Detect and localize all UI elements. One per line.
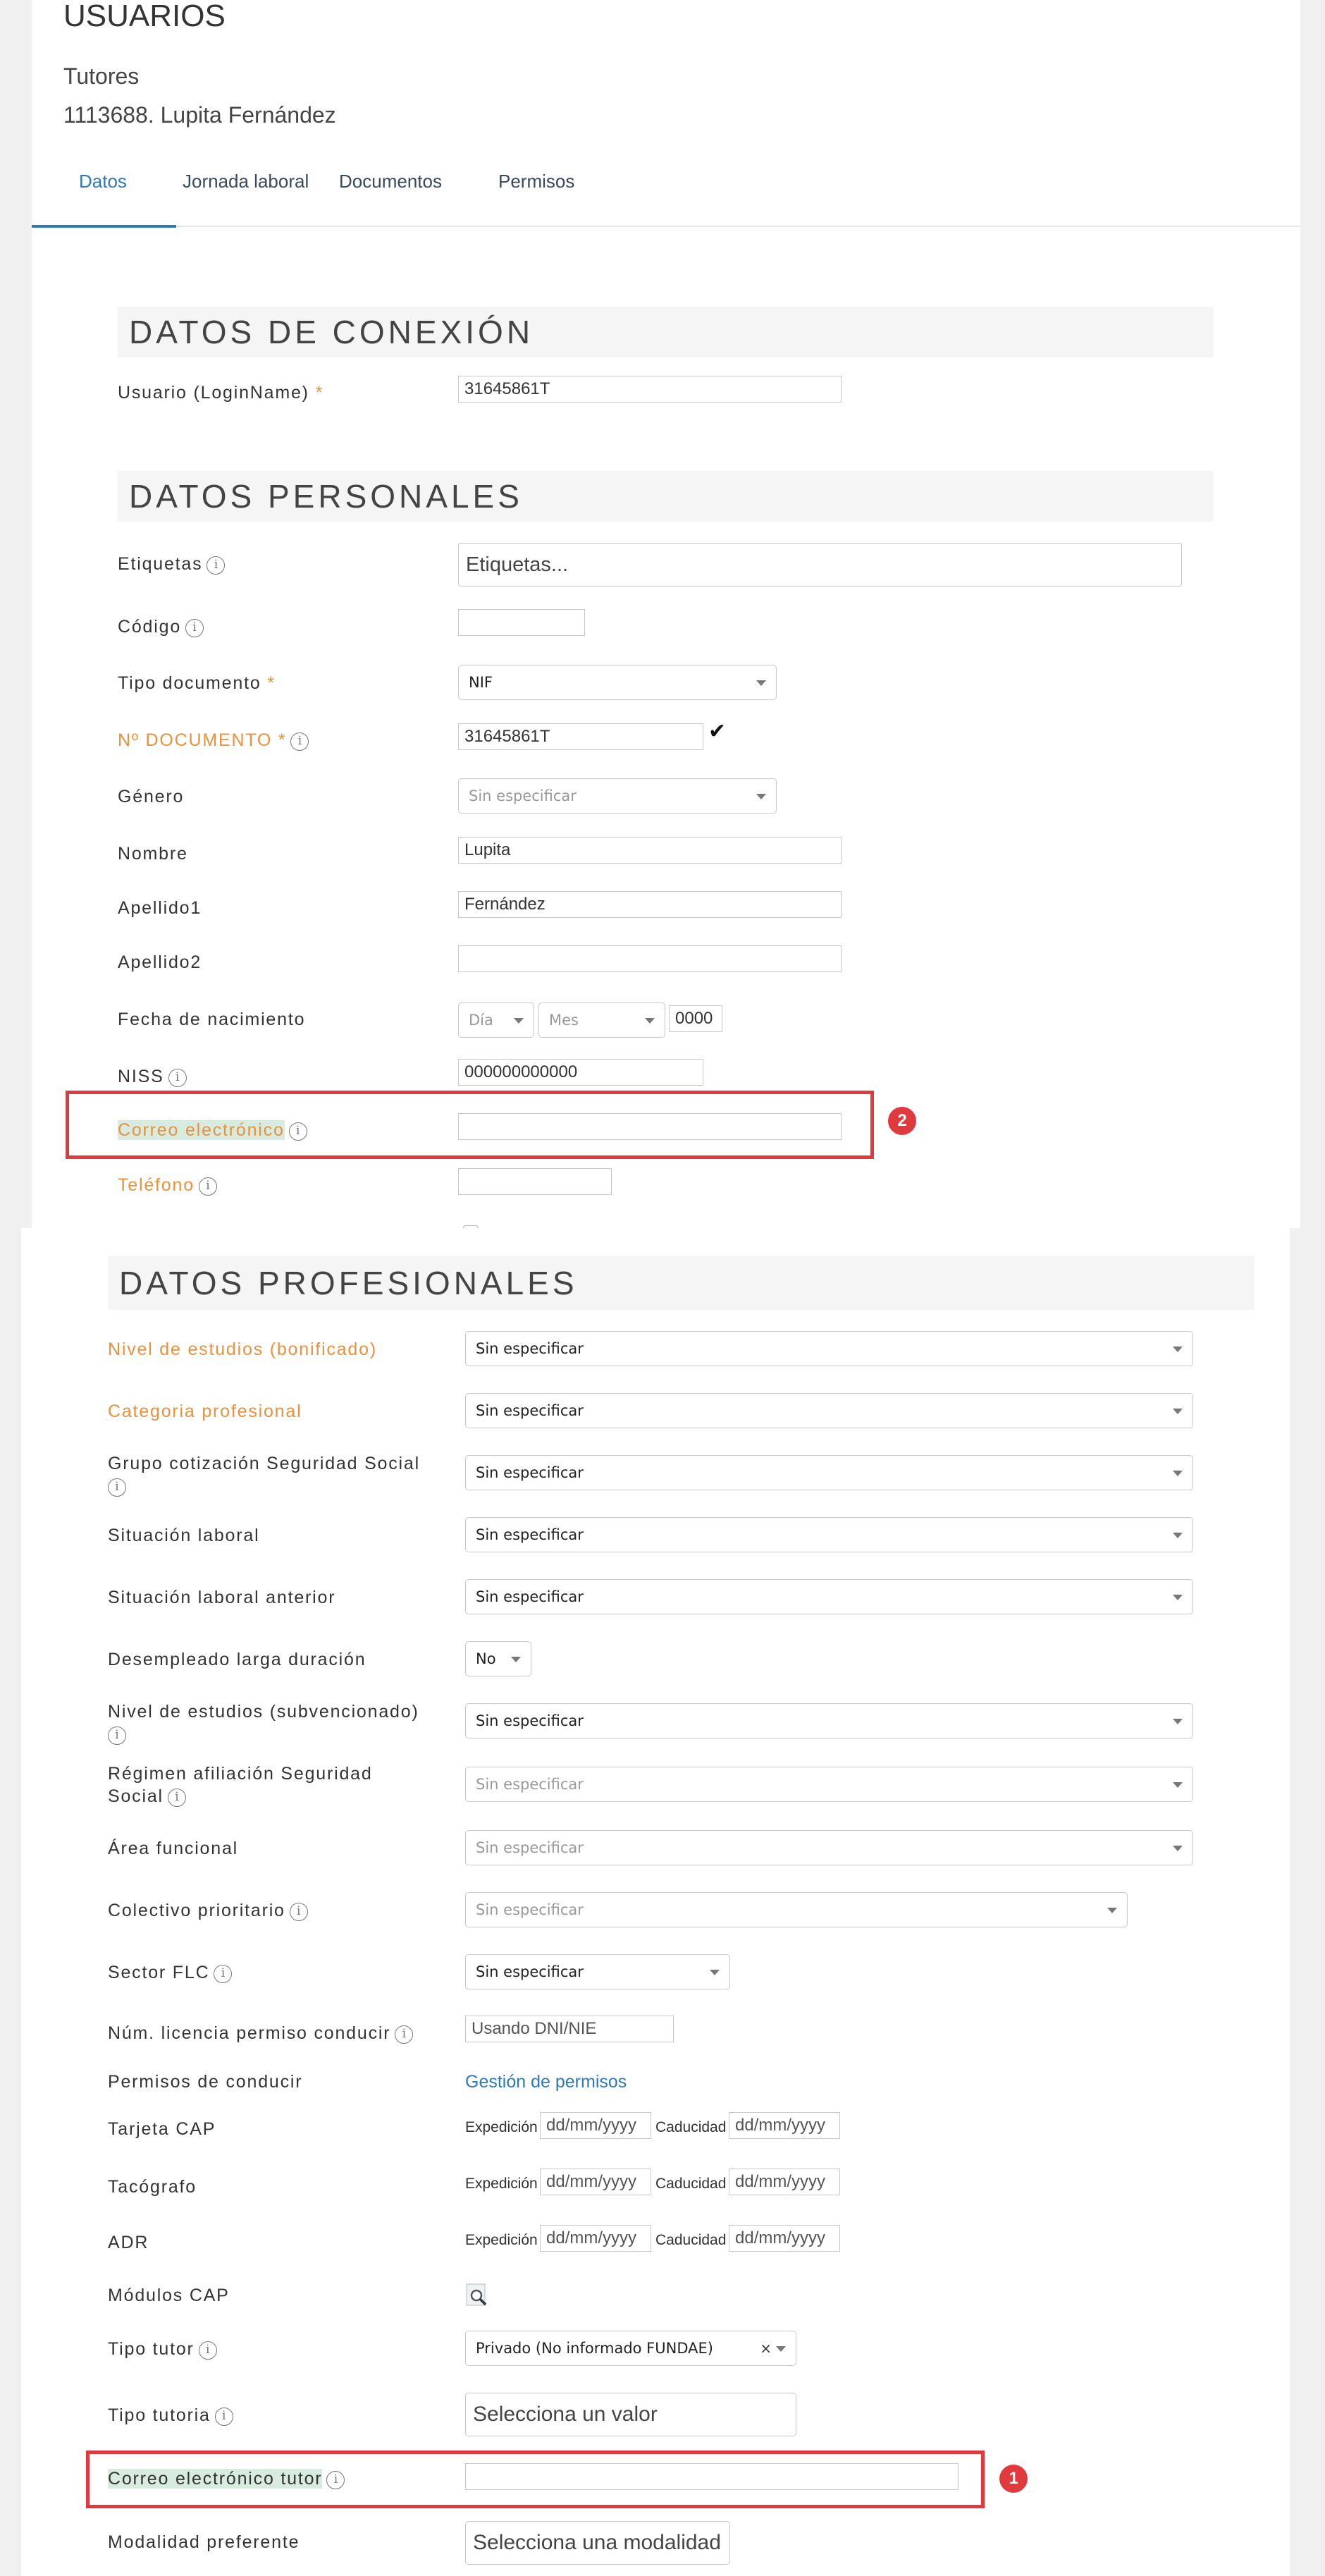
info-icon: i <box>214 1965 232 1983</box>
nivel-subvencionado-select[interactable]: Sin especificar <box>465 1703 1193 1738</box>
nivel-subvencionado-label: Nivel de estudios (subvencionado) i <box>108 1700 419 1746</box>
tarjeta-cap-label: Tarjeta CAP <box>108 2119 216 2139</box>
info-icon: i <box>215 2408 233 2426</box>
categoria-label: Categoria profesional <box>108 1402 302 1421</box>
clear-icon[interactable]: × <box>760 2340 772 2357</box>
situacion-laboral-label: Situación laboral <box>108 1526 260 1545</box>
nivel-bonificado-select[interactable]: Sin especificar <box>465 1331 1193 1366</box>
num-documento-label: Nº DOCUMENTO * i <box>118 730 309 751</box>
highlight-box-2 <box>66 1091 874 1159</box>
info-icon: i <box>395 2025 413 2044</box>
telefono-input[interactable] <box>458 1168 612 1195</box>
modalidad-label: Modalidad preferente <box>108 2532 300 2552</box>
tacografo-caducidad-input[interactable]: dd/mm/yyyy <box>729 2169 840 2195</box>
grupo-cotizacion-label: Grupo cotización Seguridad Social i <box>108 1452 420 1497</box>
chevron-down-icon <box>1173 1782 1183 1788</box>
num-documento-input[interactable]: 31645861T <box>458 723 703 750</box>
desempleado-label: Desempleado larga duración <box>108 1650 366 1669</box>
situacion-laboral-select[interactable]: Sin especificar <box>465 1517 1193 1552</box>
expedicion-label: Expedición <box>465 2232 538 2248</box>
user-card <box>32 0 1300 1228</box>
chevron-down-icon <box>1173 1533 1183 1538</box>
regimen-label: Régimen afiliación Seguridad Social i <box>108 1764 373 1806</box>
info-icon: i <box>108 1726 126 1745</box>
chevron-down-icon <box>1173 1595 1183 1600</box>
caducidad-label: Caducidad <box>655 2176 727 2192</box>
usuario-label: Usuario (LoginName) * <box>118 383 324 403</box>
permisos-conducir-label: Permisos de conducir <box>108 2072 303 2092</box>
area-funcional-label: Área funcional <box>108 1839 239 1858</box>
tipo-documento-select[interactable]: NIF <box>458 665 777 700</box>
caducidad-label: Caducidad <box>655 2232 727 2248</box>
info-icon: i <box>185 619 204 637</box>
niss-label: NISS i <box>118 1067 187 1087</box>
anio-input[interactable]: 0000 <box>669 1005 722 1032</box>
info-icon: i <box>199 1177 217 1196</box>
chevron-down-icon <box>1173 1719 1183 1724</box>
info-icon: i <box>326 2471 345 2489</box>
tab-permisos[interactable]: Permisos <box>498 171 575 192</box>
page-title: USUARIOS <box>63 0 226 33</box>
section-header-personales: DATOS PERSONALES <box>118 471 1214 522</box>
info-icon: i <box>108 1478 126 1497</box>
chevron-down-icon <box>511 1657 521 1662</box>
colectivo-label: Colectivo prioritario i <box>108 1901 308 1921</box>
modulos-cap-label: Módulos CAP <box>108 2286 230 2305</box>
info-icon: i <box>168 1789 186 1807</box>
adr-caducidad-input[interactable]: dd/mm/yyyy <box>729 2225 840 2252</box>
section-header-profesionales: DATOS PROFESIONALES <box>108 1256 1255 1310</box>
adr-label: ADR <box>108 2233 149 2252</box>
genero-select[interactable]: Sin especificar <box>458 778 777 814</box>
tipo-documento-label: Tipo documento * <box>118 673 276 693</box>
tarjeta-caducidad-input[interactable]: dd/mm/yyyy <box>729 2112 840 2139</box>
chevron-down-icon <box>1173 1846 1183 1851</box>
expedicion-label: Expedición <box>465 2176 538 2192</box>
tipo-tutor-select[interactable]: Privado (No informado FUNDAE) × <box>465 2331 796 2366</box>
nombre-label: Nombre <box>118 844 188 864</box>
chevron-down-icon <box>1173 1409 1183 1414</box>
info-icon: i <box>199 2341 217 2360</box>
datos-profesionales-card <box>21 1228 1290 2576</box>
desempleado-select[interactable]: No <box>465 1641 531 1676</box>
fecha-nacimiento-label: Fecha de nacimiento <box>118 1010 306 1029</box>
annotation-badge-2: 2 <box>888 1107 916 1135</box>
tarjeta-expedicion-input[interactable]: dd/mm/yyyy <box>540 2112 651 2139</box>
mes-select[interactable]: Mes <box>538 1002 665 1038</box>
tacografo-label: Tacógrafo <box>108 2177 197 2197</box>
chevron-down-icon <box>756 680 766 686</box>
niss-input[interactable]: 000000000000 <box>458 1059 703 1086</box>
apellido2-label: Apellido2 <box>118 952 202 972</box>
chevron-down-icon <box>1107 1908 1117 1913</box>
sector-flc-label: Sector FLC i <box>108 1963 232 1983</box>
tab-active-indicator <box>32 225 176 228</box>
chevron-down-icon <box>710 1970 720 1975</box>
genero-label: Género <box>118 787 185 806</box>
tipo-tutoria-label: Tipo tutoria i <box>108 2405 233 2426</box>
modalidad-select[interactable]: Selecciona una modalidad <box>465 2521 730 2565</box>
checkmark-icon: ✔ <box>708 720 727 743</box>
area-funcional-select[interactable]: Sin especificar <box>465 1830 1193 1865</box>
info-icon: i <box>290 1903 308 1921</box>
colectivo-select[interactable]: Sin especificar <box>465 1892 1128 1927</box>
etiquetas-label: Etiquetas i <box>118 554 225 575</box>
chevron-down-icon <box>1173 1347 1183 1352</box>
section-header-conexion: DATOS DE CONEXIÓN <box>118 307 1214 357</box>
annotation-badge-1: 1 <box>999 2465 1028 2493</box>
dia-select[interactable]: Día <box>458 1002 534 1038</box>
regimen-select[interactable]: Sin especificar <box>465 1767 1193 1802</box>
grupo-cotizacion-select[interactable]: Sin especificar <box>465 1455 1193 1490</box>
tab-jornada-laboral[interactable]: Jornada laboral <box>183 171 309 192</box>
info-icon: i <box>290 732 309 751</box>
tacografo-expedicion-input[interactable]: dd/mm/yyyy <box>540 2169 651 2195</box>
section-subtitle: Tutores <box>63 63 140 89</box>
gestion-permisos-link[interactable]: Gestión de permisos <box>465 2072 627 2092</box>
tipo-tutor-label: Tipo tutor i <box>108 2339 217 2360</box>
situacion-anterior-label: Situación laboral anterior <box>108 1588 336 1607</box>
categoria-select[interactable]: Sin especificar <box>465 1393 1193 1428</box>
tipo-tutoria-select[interactable]: Selecciona un valor <box>465 2393 796 2436</box>
chevron-down-icon <box>776 2346 786 2352</box>
nombre-input[interactable]: Lupita <box>458 837 842 864</box>
situacion-anterior-select[interactable]: Sin especificar <box>465 1579 1193 1614</box>
chevron-down-icon <box>1173 1471 1183 1476</box>
etiquetas-input[interactable]: Etiquetas... <box>458 543 1182 587</box>
chevron-down-icon <box>645 1018 655 1024</box>
codigo-label: Código i <box>118 617 204 637</box>
info-icon: i <box>168 1069 187 1087</box>
licencia-label: Núm. licencia permiso conducir i <box>108 2023 413 2044</box>
nivel-bonificado-label: Nivel de estudios (bonificado) <box>108 1339 377 1359</box>
correo-label: Correo electrónico i <box>118 1120 307 1141</box>
highlight-box-1 <box>86 2451 985 2508</box>
usuario-input[interactable]: 31645861T <box>458 376 842 403</box>
info-icon: i <box>289 1122 307 1141</box>
sector-flc-select[interactable]: Sin especificar <box>465 1954 730 1989</box>
chevron-down-icon <box>756 794 766 799</box>
search-icon[interactable] <box>465 2283 491 2308</box>
correo-tutor-label: Correo electrónico tutor i <box>108 2469 345 2489</box>
licencia-input[interactable]: Usando DNI/NIE <box>465 2016 674 2042</box>
apellido1-label: Apellido1 <box>118 898 202 918</box>
tab-documentos[interactable]: Documentos <box>339 171 442 192</box>
codigo-input[interactable] <box>458 609 585 636</box>
caducidad-label: Caducidad <box>655 2119 727 2135</box>
adr-expedicion-input[interactable]: dd/mm/yyyy <box>540 2225 651 2252</box>
tab-datos[interactable]: Datos <box>79 171 127 192</box>
apellido2-input[interactable] <box>458 945 842 972</box>
user-name: 1113688. Lupita Fernández <box>63 102 336 128</box>
info-icon: i <box>207 556 225 575</box>
tabs-divider <box>32 226 1300 227</box>
apellido1-input[interactable]: Fernández <box>458 891 842 918</box>
top-panel <box>0 0 1325 1228</box>
expedicion-label: Expedición <box>465 2119 538 2135</box>
telefono-label: Teléfono i <box>118 1175 217 1196</box>
chevron-down-icon <box>514 1018 524 1024</box>
